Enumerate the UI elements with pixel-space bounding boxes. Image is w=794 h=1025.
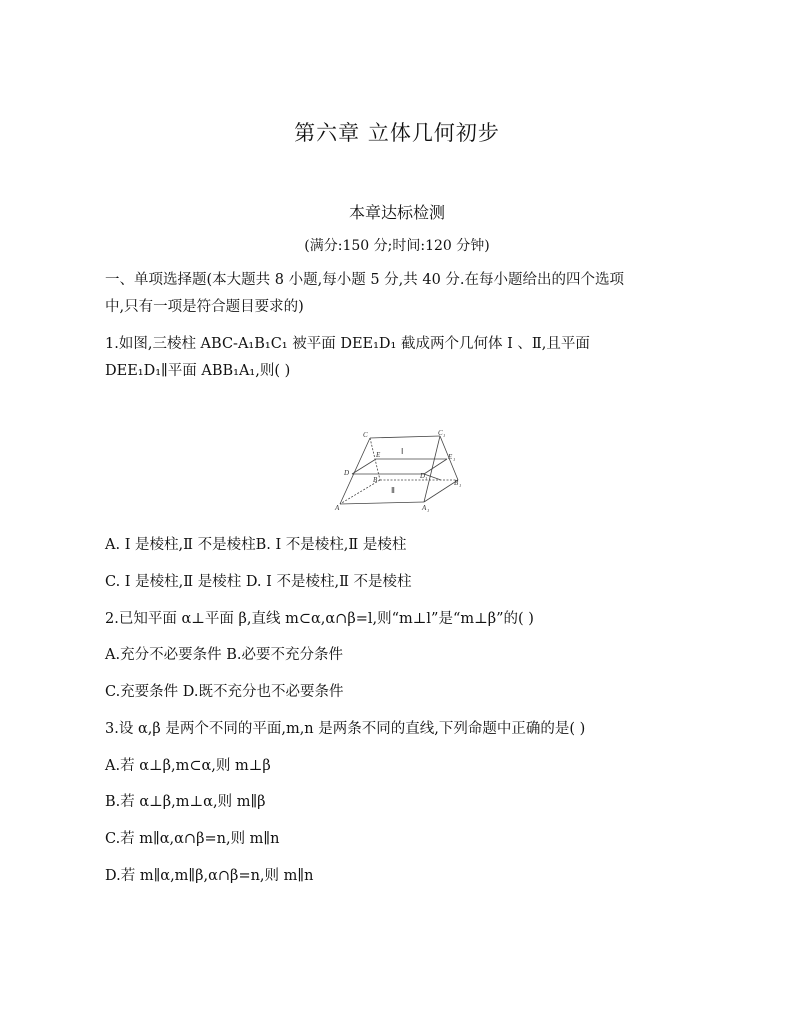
edge-AA1 bbox=[340, 502, 424, 504]
label-D1-sub: 1 bbox=[425, 476, 428, 481]
question-1-stem-line1: 1.如图,三棱柱 ABC-A₁B₁C₁ 被平面 DEE₁D₁ 截成两个几何体 Ⅰ 、Ⅱ,且平面 bbox=[105, 336, 590, 352]
label-part-2: Ⅱ bbox=[391, 486, 395, 495]
section-instructions-line1: 一、单项选择题(本大题共 8 小题,每小题 5 分,共 40 分.在每小题给出的四个选项 bbox=[105, 272, 625, 288]
label-D1: D bbox=[420, 472, 426, 480]
score-time-info: (满分:150 分;时间:120 分钟) bbox=[304, 238, 490, 254]
label-D: D bbox=[344, 469, 350, 477]
question-3-option-c: C.若 m∥α,α∩β=n,则 m∥n bbox=[105, 831, 280, 847]
label-B1: B bbox=[454, 479, 459, 487]
section-title: 本章达标检测 bbox=[348, 203, 445, 222]
label-E1-sub: 1 bbox=[453, 457, 456, 462]
question-2-stem: 2.已知平面 α⊥平面 β,直线 m⊂α,α∩β=l,则“m⊥l”是“m⊥β”的( ) bbox=[105, 611, 534, 627]
edge-D1E1 bbox=[424, 459, 447, 474]
question-1-options-row2: C. Ⅰ 是棱柱,Ⅱ 是棱柱 D. Ⅰ 不是棱柱,Ⅱ 不是棱柱 bbox=[105, 574, 412, 590]
label-E: E bbox=[376, 451, 381, 459]
label-A1: A bbox=[422, 504, 427, 512]
prism-diagram bbox=[332, 428, 472, 514]
label-E1: E bbox=[448, 453, 453, 461]
question-3-stem: 3.设 α,β 是两个不同的平面,m,n 是两条不同的直线,下列命题中正确的是( ) bbox=[105, 721, 586, 737]
edge-DE bbox=[352, 459, 376, 474]
label-A1-sub: 1 bbox=[427, 508, 430, 513]
label-B: B bbox=[373, 476, 378, 484]
prism-figure bbox=[332, 428, 472, 514]
question-3-option-b: B.若 α⊥β,m⊥α,则 m∥β bbox=[105, 794, 266, 810]
question-3-option-a: A.若 α⊥β,m⊂α,则 m⊥β bbox=[105, 758, 271, 774]
label-part-1: Ⅰ bbox=[401, 447, 404, 456]
label-C: C bbox=[363, 431, 368, 439]
edge-B1A1 bbox=[424, 480, 458, 502]
label-B1-sub: 1 bbox=[459, 483, 462, 488]
question-2-options-row2: C.充要条件 D.既不充分也不必要条件 bbox=[105, 684, 344, 700]
section-instructions-line2: 中,只有一项是符合题目要求的) bbox=[105, 299, 304, 315]
question-2-options-row1: A.充分不必要条件 B.必要不充分条件 bbox=[105, 647, 343, 663]
label-C1-sub: 1 bbox=[443, 433, 446, 438]
label-A: A bbox=[335, 504, 340, 512]
label-C1: C bbox=[438, 429, 443, 437]
question-3-option-d: D.若 m∥α,m∥β,α∩β=n,则 m∥n bbox=[105, 868, 314, 884]
chapter-title: 第六章 立体几何初步 bbox=[294, 121, 500, 145]
edge-CC1 bbox=[370, 436, 440, 438]
question-1-stem-line2: DEE₁D₁∥平面 ABB₁A₁,则( ) bbox=[105, 363, 291, 379]
question-1-options-row1: A. Ⅰ 是棱柱,Ⅱ 不是棱柱B. Ⅰ 不是棱柱,Ⅱ 是棱柱 bbox=[105, 537, 407, 553]
